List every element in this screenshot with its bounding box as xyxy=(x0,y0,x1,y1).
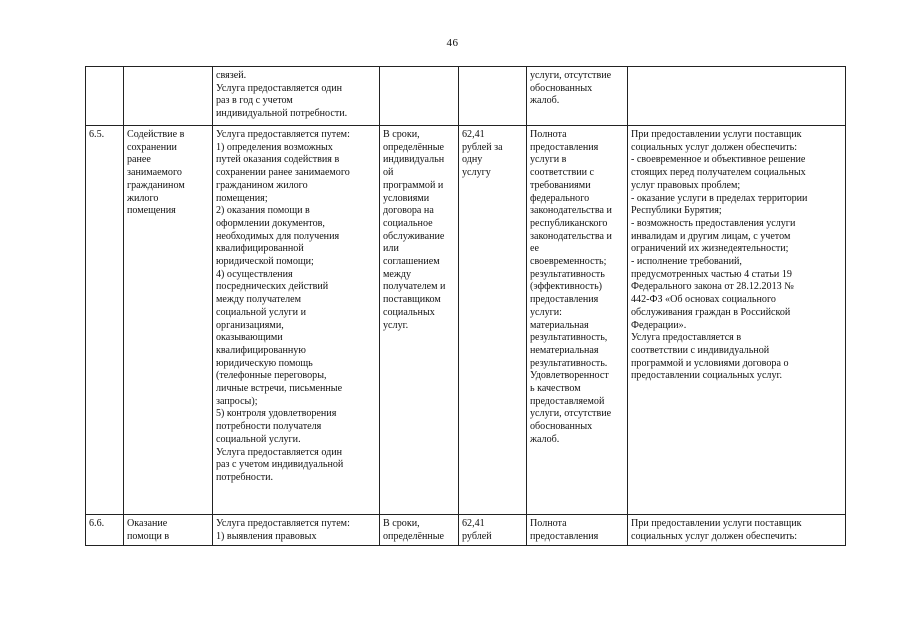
cell-conditions xyxy=(628,67,846,126)
cell-text-line: предоставления xyxy=(530,294,599,306)
cell-text-line: 62,41 xyxy=(462,129,485,140)
cell-text-line: жалоб. xyxy=(530,433,560,445)
cell-service-description xyxy=(213,515,380,546)
cell-text-line: квалифицированной xyxy=(216,243,304,255)
cell-text-line: социальной услуги и xyxy=(216,306,306,318)
cell-text-line: нематериальная xyxy=(530,344,599,356)
cell-text-line: Оказание xyxy=(127,518,168,529)
cell-text-line: Услуга предоставляется путем: xyxy=(216,518,350,529)
cell-text-line: 2) оказания помощи в xyxy=(216,205,310,217)
cell-text-line: Полнота xyxy=(530,129,567,140)
cell-text-line: материальная xyxy=(530,319,589,331)
cell-text-line: обоснованных xyxy=(530,82,593,94)
cell-text-line: услуги, отсутствие xyxy=(530,408,612,420)
cell-text-line: жалоб. xyxy=(530,95,560,107)
cell-text-line: - своевременное и объективное решение xyxy=(631,154,806,166)
cell-text-line: программой и условиями договора о xyxy=(631,357,789,369)
cell-text-line: услуг. xyxy=(383,319,409,331)
cell-text-line: обоснованных xyxy=(530,421,593,433)
cell-text-line: результативность. xyxy=(530,357,608,369)
cell-text-line: 1) определения возможных xyxy=(216,141,333,153)
cell-text-line: Полнота xyxy=(530,518,567,529)
cell-text-line: сохранении ранее занимаемого xyxy=(216,167,350,179)
cell-text-line: рублей xyxy=(462,530,492,542)
cell-text-line: жилого xyxy=(127,192,159,204)
cell-conditions xyxy=(628,126,846,515)
cell-service-description xyxy=(213,126,380,515)
cell-text-line: Федерального закона от 28.12.2013 № xyxy=(631,281,794,293)
cell-text-line: В сроки, xyxy=(383,129,420,140)
cell-text-line: ь качеством xyxy=(530,383,581,395)
cell-text-line: 1) выявления правовых xyxy=(216,530,317,542)
cell-text-line: стоящих перед получателем социальных xyxy=(631,167,806,179)
cell-text-line: Услуга предоставляется один xyxy=(216,82,343,94)
cell-text-line: ограничений их жизнедеятельности; xyxy=(631,243,789,255)
cell-price xyxy=(459,67,527,126)
cell-text-line: социальной услуги. xyxy=(216,433,301,445)
cell-text-line: индивидуальн xyxy=(383,154,445,166)
cell-text-line: раз с учетом индивидуальной xyxy=(216,459,344,471)
cell-text-line: результативность xyxy=(530,268,605,280)
cell-text-line: определённые xyxy=(383,530,445,542)
cell-quality xyxy=(527,67,628,126)
cell-text-line: социальных услуг должен обеспечить: xyxy=(631,141,798,153)
cell-text-line: между получателем xyxy=(216,294,302,306)
cell-text-line: своевременность; xyxy=(530,256,607,268)
cell-text-line: В сроки, xyxy=(383,518,420,529)
cell-service-name xyxy=(124,126,213,515)
cell-conditions xyxy=(628,515,846,546)
cell-price xyxy=(459,126,527,515)
cell-text-line: - возможность предоставления услуги xyxy=(631,217,796,229)
cell-number xyxy=(86,515,124,546)
cell-text-line: соответствии с индивидуальной xyxy=(631,344,770,356)
cell-text-line: - исполнение требований, xyxy=(631,256,742,268)
cell-text-line: (телефонные переговоры, xyxy=(216,370,327,382)
cell-text-line: ее xyxy=(530,243,539,255)
cell-text-line: занимаемого xyxy=(127,167,182,179)
cell-text-line: или xyxy=(383,243,399,255)
cell-text-line: программой и xyxy=(383,179,444,191)
cell-terms xyxy=(380,515,459,546)
cell-text-line: поставщиком xyxy=(383,294,441,306)
cell-text-line: квалифицированную xyxy=(216,344,306,356)
cell-text-line: договора на xyxy=(383,205,434,217)
cell-text-line: между xyxy=(383,268,412,280)
cell-text-line: раз в год с учетом xyxy=(216,95,293,107)
cell-text-line: социальных xyxy=(383,306,435,318)
cell-terms xyxy=(380,126,459,515)
cell-text-line: ранее xyxy=(127,154,151,166)
cell-text-line: индивидуальной потребности. xyxy=(216,108,348,120)
cell-text-line: услуги в xyxy=(530,154,567,166)
table-row xyxy=(86,515,846,546)
cell-text-line: социальных услуг должен обеспечить: xyxy=(631,530,798,542)
cell-text-line: предоставлении социальных услуг. xyxy=(631,370,783,382)
cell-text-line: 442-ФЗ «Об основах социального xyxy=(631,294,776,306)
cell-service-description xyxy=(213,67,380,126)
cell-text-line: потребности. xyxy=(216,471,274,483)
cell-text-line: - оказание услуги в пределах территории xyxy=(631,192,808,204)
cell-text-line: услугу xyxy=(462,167,491,179)
cell-text-line: ой xyxy=(383,167,394,179)
cell-text-line: 6.5. xyxy=(89,129,105,140)
cell-text-line: юридическую помощь xyxy=(216,357,313,369)
cell-text-line: социальное xyxy=(383,217,433,229)
cell-text-line: 5) контроля удовлетворения xyxy=(216,408,337,420)
cell-number xyxy=(86,126,124,515)
table-row xyxy=(86,67,846,126)
cell-text-line: 6.6. xyxy=(89,518,105,529)
cell-terms xyxy=(380,67,459,126)
cell-service-name xyxy=(124,515,213,546)
cell-text-line: оформлении документов, xyxy=(216,217,325,229)
cell-text-line: получателем и xyxy=(383,281,446,293)
cell-text-line: потребности получателя xyxy=(216,421,322,433)
cell-text-line: законодательства и xyxy=(530,205,612,217)
cell-text-line: необходимых для получения xyxy=(216,230,340,242)
cell-text-line: 4) осуществления xyxy=(216,268,293,280)
cell-text-line: результативность, xyxy=(530,332,608,344)
cell-text-line: гражданином жилого xyxy=(216,179,308,191)
cell-text-line: Услуга предоставляется один xyxy=(216,446,343,458)
cell-text-line: организациями, xyxy=(216,319,284,331)
cell-service-name xyxy=(124,67,213,126)
cell-text-line: путей оказания содействия в xyxy=(216,154,340,166)
cell-text-line: предоставления xyxy=(530,530,599,542)
cell-text-line: требованиями xyxy=(530,179,591,191)
cell-text-line: Содействие в xyxy=(127,129,185,140)
cell-text-line: предоставляемой xyxy=(530,395,605,407)
cell-text-line: Удовлетворенност xyxy=(530,370,609,382)
cell-text-line: посреднических действий xyxy=(216,281,329,293)
cell-number xyxy=(86,67,124,126)
cell-text-line: республиканского xyxy=(530,217,608,229)
services-table xyxy=(85,66,846,546)
cell-text-line: определённые xyxy=(383,141,445,153)
cell-text-line: обслуживание xyxy=(383,230,445,242)
cell-text-line: услуги, отсутствие xyxy=(530,70,612,81)
cell-text-line: соответствии с xyxy=(530,167,595,179)
cell-text-line: гражданином xyxy=(127,179,185,191)
cell-text-line: Федерации». xyxy=(631,319,687,331)
cell-text-line: 62,41 xyxy=(462,518,485,529)
cell-text-line: юридической помощи; xyxy=(216,256,314,268)
cell-text-line: оказывающими xyxy=(216,332,283,344)
cell-text-line: помещения xyxy=(127,205,176,217)
cell-text-line: Услуга предоставляется в xyxy=(631,332,742,344)
cell-text-line: рублей за xyxy=(462,141,503,153)
cell-text-line: инвалидам и другим лицам, с учетом xyxy=(631,230,791,242)
cell-text-line: запросы); xyxy=(216,395,258,407)
cell-text-line: (эффективность) xyxy=(530,281,603,293)
cell-text-line: услуги: xyxy=(530,306,562,318)
cell-text-line: связей. xyxy=(216,70,247,81)
cell-quality xyxy=(527,126,628,515)
page-number: 46 xyxy=(446,37,459,49)
cell-text-line: предоставления xyxy=(530,141,599,153)
cell-text-line: федерального xyxy=(530,192,590,204)
cell-text-line: предусмотренных частью 4 статьи 19 xyxy=(631,268,792,280)
cell-text-line: личные встречи, письменные xyxy=(216,383,343,395)
cell-text-line: обслуживания граждан в Российской xyxy=(631,306,791,318)
cell-text-line: условиями xyxy=(383,192,430,204)
cell-text-line: помещения; xyxy=(216,192,268,204)
cell-text-line: услуг правовых проблем; xyxy=(631,179,741,191)
cell-text-line: При предоставлении услуги поставщик xyxy=(631,129,802,140)
cell-text-line: помощи в xyxy=(127,530,170,542)
cell-text-line: одну xyxy=(462,154,483,166)
cell-text-line: сохранении xyxy=(127,141,177,153)
cell-text-line: соглашением xyxy=(383,256,440,268)
cell-text-line: законодательства и xyxy=(530,230,612,242)
cell-text-line: Услуга предоставляется путем: xyxy=(216,129,350,140)
cell-text-line: Республики Бурятия; xyxy=(631,205,722,217)
cell-text-line: При предоставлении услуги поставщик xyxy=(631,518,802,529)
cell-quality xyxy=(527,515,628,546)
table-row xyxy=(86,126,846,515)
cell-price xyxy=(459,515,527,546)
